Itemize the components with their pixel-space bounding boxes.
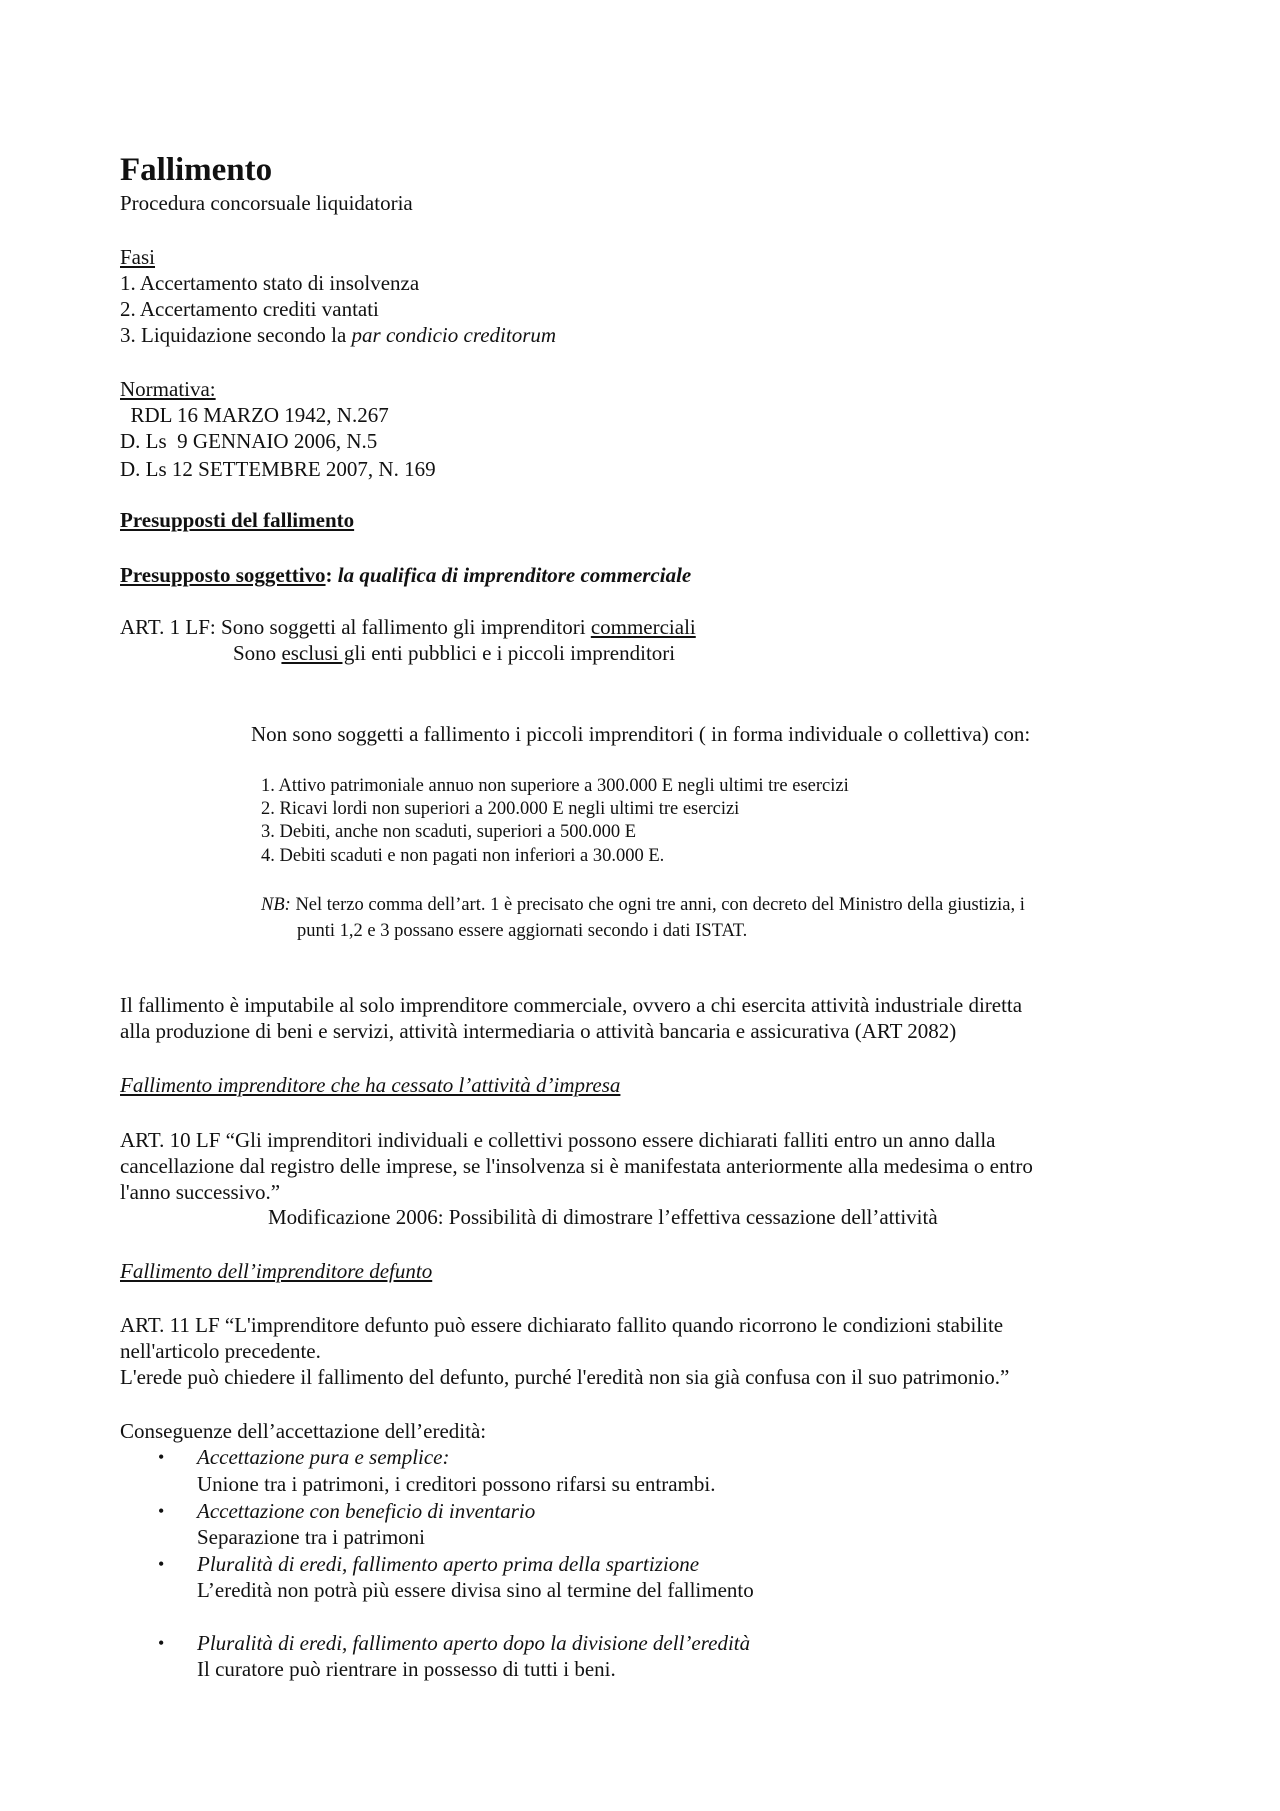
conseguenza-text: L’eredità non potrà più essere divisa sino al termine del fallimento [197, 1578, 754, 1602]
fasi-item: 1. Accertamento stato di insolvenza [120, 271, 420, 295]
piccoli-item: 4. Debiti scaduti e non pagati non inferiori a 30.000 E. [261, 846, 665, 866]
defunto-heading: Fallimento dell’imprenditore defunto [120, 1259, 433, 1283]
latin-phrase: par condicio creditorum [351, 323, 557, 347]
conseguenza-text: Unione tra i patrimoni, i creditori possono rifarsi su entrambi. [197, 1472, 716, 1496]
imputabile-line: Il fallimento è imputabile al solo imprenditore commerciale, ovvero a chi esercita attività industriale diretta [120, 993, 1023, 1017]
normativa-item: D. Ls 12 SETTEMBRE 2007, N. 169 [120, 457, 436, 481]
conseguenza-text: Separazione tra i patrimoni [197, 1525, 425, 1549]
piccoli-item: 2. Ricavi lordi non superiori a 200.000 E negli ultimi tre esercizi [261, 799, 740, 819]
normativa-item: RDL 16 MARZO 1942, N.267 [120, 403, 389, 427]
nb-note: NB: Nel terzo comma dell’art. 1 è precisato che ogni tre anni, con decreto del Ministro della giustizia, i [261, 895, 1025, 915]
cessato-line: ART. 10 LF “Gli imprenditori individuali e collettivi possono essere dichiarati falliti entro un anno dalla [120, 1128, 996, 1152]
modificazione-note: Modificazione 2006: Possibilità di dimostrare l’effettiva cessazione dell’attività [268, 1205, 938, 1229]
fasi-heading: Fasi [120, 245, 156, 269]
subtitle: Procedura concorsuale liquidatoria [120, 191, 413, 215]
piccoli-item: 3. Debiti, anche non scaduti, superiori a 500.000 E [261, 822, 637, 842]
cessato-heading: Fallimento imprenditore che ha cessato l’attività d’impresa [120, 1073, 621, 1097]
conseguenza-title: Pluralità di eredi, fallimento aperto dopo la divisione dell’eredità [197, 1631, 751, 1655]
conseguenza-title: Pluralità di eredi, fallimento aperto prima della spartizione [197, 1552, 700, 1576]
conseguenza-text: Il curatore può rientrare in possesso di tutti i beni. [197, 1657, 616, 1681]
bullet-icon: • [158, 1501, 165, 1521]
normativa-heading: Normativa: [120, 377, 216, 401]
imputabile-line: alla produzione di beni e servizi, attività intermediaria o attività bancaria e assicurativa (ART 2082) [120, 1019, 957, 1043]
fasi-item: 2. Accertamento crediti vantati [120, 297, 379, 321]
defunto-line: ART. 11 LF “L'imprenditore defunto può essere dichiarato fallito quando ricorrono le condizioni stabilite [120, 1313, 1004, 1337]
presupposti-heading: Presupposti del fallimento [120, 508, 355, 532]
piccoli-intro: Non sono soggetti a fallimento i piccoli imprenditori ( in forma individuale o collettiva) con: [251, 722, 1031, 746]
conseguenza-title: Accettazione pura e semplice: [197, 1445, 450, 1469]
page-title: Fallimento [120, 152, 273, 188]
fasi-item: 3. Liquidazione secondo la par condicio creditorum [120, 323, 557, 347]
conseguenza-title: Accettazione con beneficio di inventario [197, 1499, 536, 1523]
defunto-line: L'erede può chiedere il fallimento del defunto, purché l'eredità non sia già confusa con il suo patrimonio.” [120, 1365, 1010, 1389]
art1-line: ART. 1 LF: Sono soggetti al fallimento gli imprenditori commerciali [120, 615, 696, 639]
cessato-line: cancellazione dal registro delle imprese, se l'insolvenza si è manifestata anteriormente alla medesima o entro [120, 1154, 1033, 1178]
piccoli-item: 1. Attivo patrimoniale annuo non superiore a 300.000 E negli ultimi tre esercizi [261, 776, 849, 796]
cessato-line: l'anno successivo.” [120, 1180, 281, 1204]
bullet-icon: • [158, 1633, 165, 1653]
conseguenze-heading: Conseguenze dell’accettazione dell’eredità: [120, 1419, 487, 1443]
bullet-icon: • [158, 1554, 165, 1574]
defunto-line: nell'articolo precedente. [120, 1339, 321, 1363]
art1-line: Sono esclusi gli enti pubblici e i piccoli imprenditori [233, 641, 676, 665]
nb-note: punti 1,2 e 3 possano essere aggiornati secondo i dati ISTAT. [297, 921, 748, 941]
bullet-icon: • [158, 1447, 165, 1467]
presupposto-soggettivo: Presupposto soggettivo: la qualifica di imprenditore commerciale [120, 563, 692, 587]
normativa-item: D. Ls 9 GENNAIO 2006, N.5 [120, 429, 378, 453]
